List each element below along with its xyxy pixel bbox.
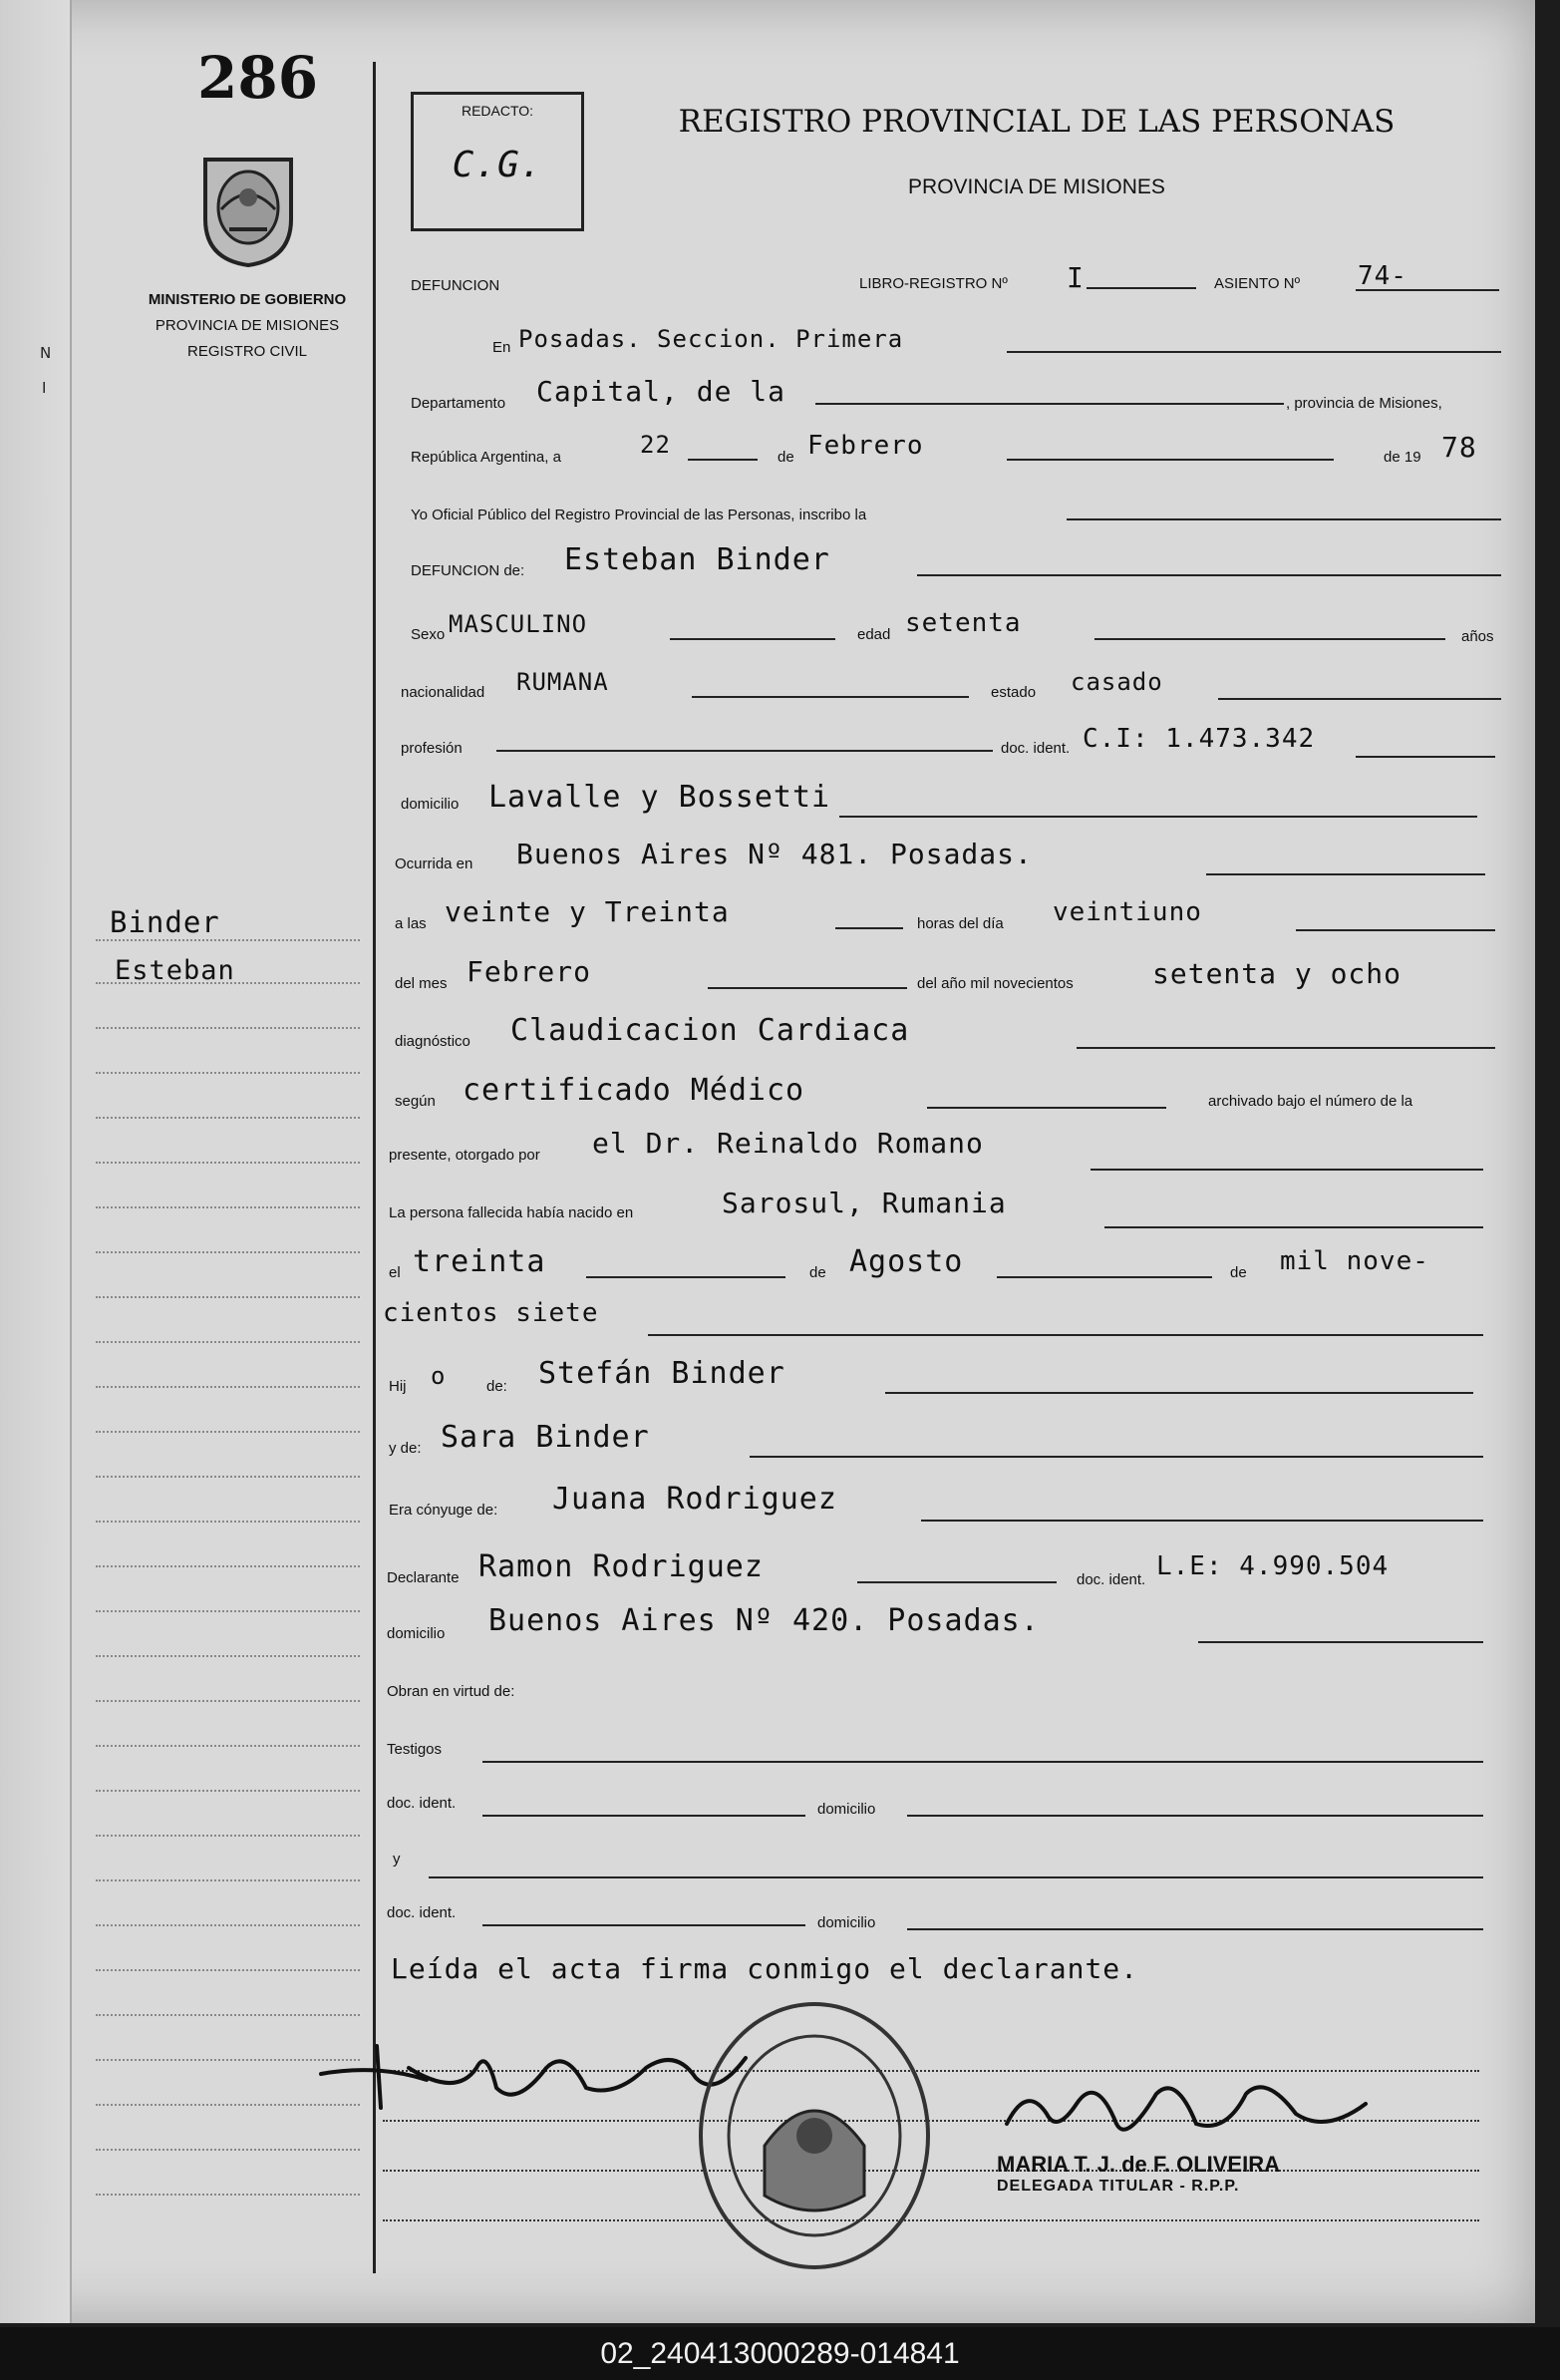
birth-month: Agosto — [849, 1244, 964, 1279]
anos-label: años — [1461, 628, 1494, 645]
departamento-label: Departamento — [411, 395, 506, 412]
en-label: En — [492, 339, 511, 356]
domicilio-value: Lavalle y Bossetti — [488, 780, 831, 815]
republica-label: República Argentina, a — [411, 449, 561, 466]
day-value: 22 — [640, 431, 671, 459]
archivado-label: archivado bajo el número de la — [1208, 1093, 1413, 1110]
decl-doc-value: L.E: 4.990.504 — [1156, 1551, 1390, 1581]
presente-value: el Dr. Reinaldo Romano — [592, 1127, 984, 1160]
edad-label: edad — [857, 626, 891, 643]
decl-domicilio-value: Buenos Aires Nº 420. Posadas. — [488, 1603, 1040, 1638]
declarante-value: Ramon Rodriguez — [478, 1549, 764, 1584]
father-name: Stefán Binder — [538, 1356, 785, 1391]
doc-ident-label: doc. ident. — [1001, 740, 1071, 757]
nacido-value: Sarosul, Rumania — [722, 1187, 1007, 1219]
year-value: 78 — [1441, 431, 1477, 464]
birth-year-a: mil nove- — [1280, 1246, 1429, 1276]
official-name: MARIA T. J. de F. OLIVEIRA — [997, 2152, 1280, 2177]
hijo-de-label: de: — [486, 1378, 507, 1395]
deceased-name: Esteban Binder — [564, 542, 830, 577]
conyuge-label: Era cónyuge de: — [389, 1502, 498, 1519]
de-label: de — [778, 449, 794, 466]
del-mes-label: del mes — [395, 975, 448, 992]
libro-label: LIBRO-REGISTRO Nº — [859, 275, 1008, 292]
official-seal-icon — [692, 1996, 937, 2275]
registry-label: REGISTRO CIVIL — [186, 343, 308, 360]
mother-name: Sara Binder — [441, 1420, 650, 1455]
document-subtitle: PROVINCIA DE MISIONES — [908, 175, 1165, 198]
decl-doc-label: doc. ident. — [1077, 1571, 1146, 1588]
en-value: Posadas. Seccion. Primera — [518, 325, 904, 353]
binding-strip — [0, 0, 72, 2323]
a-las-value: veinte y Treinta — [445, 895, 730, 928]
nacionalidad-label: nacionalidad — [401, 684, 485, 701]
asiento-value: 74- — [1358, 261, 1407, 291]
document-title: REGISTRO PROVINCIAL DE LAS PERSONAS — [678, 104, 1396, 140]
act-type-label: DEFUNCION — [411, 277, 500, 294]
margin-letter-i: I — [42, 379, 47, 397]
official-title: DELEGADA TITULAR - R.P.P. — [997, 2178, 1240, 2195]
testigo1-domicilio-label: domicilio — [817, 1801, 876, 1818]
testigo2-doc-label: doc. ident. — [387, 1904, 457, 1921]
nacionalidad-value: RUMANA — [516, 668, 609, 696]
segun-value: certificado Médico — [463, 1073, 805, 1108]
month-value: Febrero — [807, 431, 924, 461]
domicilio-label: domicilio — [401, 796, 460, 813]
el-label: el — [389, 1264, 401, 1281]
provincia-suffix: , provincia de Misiones, — [1286, 395, 1442, 412]
horas-label: horas del día — [917, 915, 1004, 932]
official-signature-icon — [997, 2064, 1376, 2154]
redacto-label: REDACTO: — [461, 103, 534, 119]
y-de-label: y de: — [389, 1440, 422, 1457]
ocurrida-value: Buenos Aires Nº 481. Posadas. — [516, 838, 1033, 870]
redacto-box — [411, 92, 584, 231]
ano-value: setenta y ocho — [1152, 957, 1403, 990]
redacto-value: C.G. — [452, 145, 543, 185]
estado-label: estado — [991, 684, 1037, 701]
coat-of-arms-icon — [199, 150, 297, 269]
left-header — [118, 291, 377, 360]
a-las-label: a las — [395, 915, 427, 932]
page-number: 286 — [197, 44, 319, 112]
presente-label: presente, otorgado por — [389, 1147, 540, 1164]
sexo-value: MASCULINO — [449, 610, 588, 638]
de-label-2: de — [809, 1264, 826, 1281]
closing-statement: Leída el acta firma conmigo el declarante. — [391, 1952, 1139, 1985]
el-value: treinta — [413, 1244, 546, 1279]
edad-value: setenta — [905, 608, 1022, 638]
testigo2-domicilio-label: domicilio — [817, 1914, 876, 1931]
estado-value: casado — [1071, 668, 1163, 696]
conyuge-value: Juana Rodriguez — [552, 1482, 837, 1517]
hijo-label: Hij — [389, 1378, 407, 1395]
ocurrida-label: Ocurrida en — [395, 855, 473, 872]
ministry-label: MINISTERIO DE GOBIERNO — [148, 291, 347, 308]
dia-value: veintiuno — [1053, 897, 1202, 927]
scan-id-footer: 02_240413000289-014841 — [0, 2327, 1560, 2380]
sexo-label: Sexo — [411, 626, 446, 643]
diagnostico-value: Claudicacion Cardiaca — [510, 1013, 910, 1048]
mes-value: Febrero — [467, 955, 592, 988]
del-ano-label: del año mil novecientos — [917, 975, 1074, 992]
testigos-label: Testigos — [387, 1741, 443, 1758]
defuncion-de-label: DEFUNCION de: — [411, 562, 525, 579]
declarante-label: Declarante — [387, 1569, 460, 1586]
profesion-label: profesión — [401, 740, 463, 757]
oficial-text: Yo Oficial Público del Registro Provincial de las Personas, inscribo la — [411, 507, 867, 523]
obran-label: Obran en virtud de: — [387, 1683, 515, 1700]
diagnostico-label: diagnóstico — [395, 1033, 470, 1050]
hijo-suffix: o — [431, 1362, 447, 1390]
y-label: y — [393, 1851, 401, 1868]
asiento-label: ASIENTO Nº — [1214, 275, 1301, 292]
margin-letter-n: N — [40, 344, 52, 362]
margin-given-name: Esteban — [115, 955, 235, 986]
segun-label: según — [395, 1093, 436, 1110]
margin-surname: Binder — [110, 905, 220, 939]
province-label: PROVINCIA DE MISIONES — [155, 317, 340, 334]
doc-ident-value: C.I: 1.473.342 — [1083, 724, 1316, 754]
de-label-3: de — [1230, 1264, 1247, 1281]
birth-year-b: cientos siete — [383, 1298, 599, 1328]
testigo1-doc-label: doc. ident. — [387, 1795, 457, 1812]
libro-value: I — [1067, 261, 1085, 294]
decl-domicilio-label: domicilio — [387, 1625, 446, 1642]
nacido-label: La persona fallecida había nacido en — [389, 1204, 634, 1221]
year-label: de 19 — [1384, 449, 1421, 466]
departamento-value: Capital, de la — [536, 375, 786, 408]
